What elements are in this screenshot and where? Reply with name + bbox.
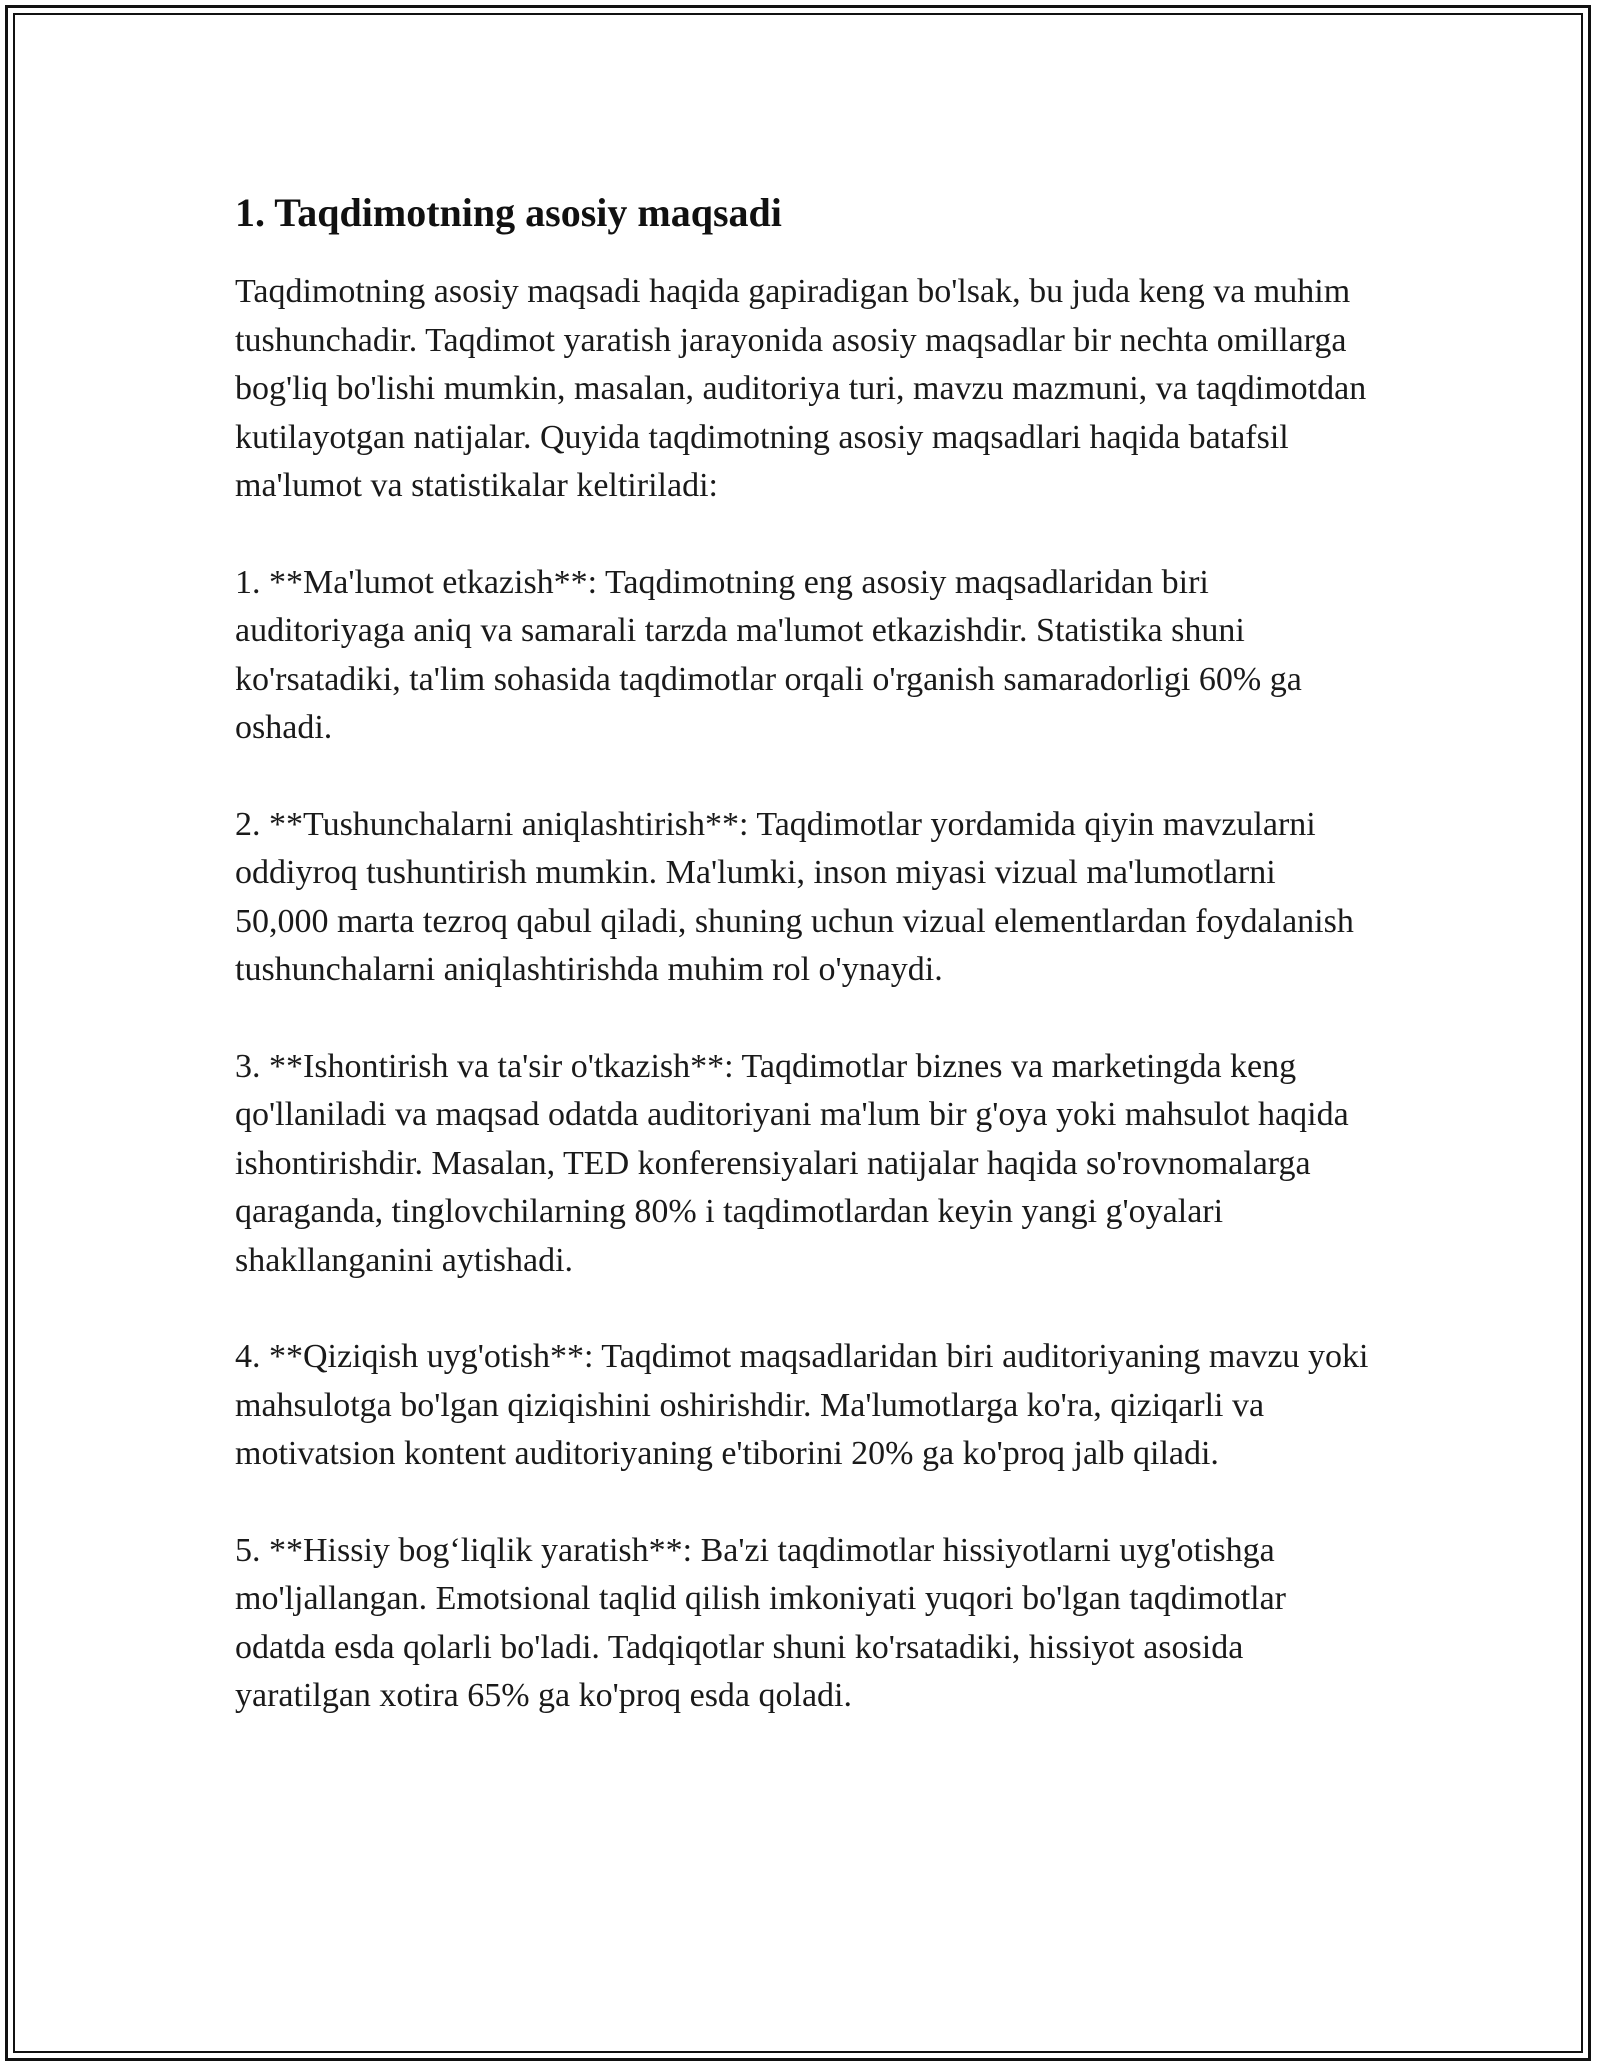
paragraph-malumot-etkazish: 1. **Ma'lumot etkazish**: Taqdimotning eng asosiy maqsadlaridan biri auditoriyaga aniq va samarali tarzda ma'lumot etkazishdir. Statistika shuni ko'rsatadiki, ta'lim sohasida taqdimotlar orqali o'rganish samaradorligi 60% ga oshadi.: [235, 563, 1302, 746]
intro-paragraph: Taqdimotning asosiy maqsadi haqida gapiradigan bo'lsak, bu juda keng va muhim tushunchadir. Taqdimot yaratish jarayonida asosiy maqsadlar bir nechta omillarga bog'liq bo'lishi mumkin, masalan, auditoriya turi, mavzu mazmuni, va taqdimotdan kutilayotgan natijalar. Quyida taqdimotning asosiy maqsadlari haqida batafsil ma'lumot va statistikalar keltiriladi:: [235, 273, 1367, 504]
paragraph-hissiy-bogliqlik: 5. **Hissiy bog‘liqlik yaratish**: Ba'zi taqdimotlar hissiyotlarni uyg'otishga mo'ljallangan. Emotsional taqlid qilish imkoniyati yuqori bo'lgan taqdimotlar odatda esda qolarli bo'ladi. Tadqiqotlar shuni ko'rsatadiki, hissiyot asosida yaratilgan xotira 65% ga ko'proq esda qoladi.: [235, 1531, 1286, 1714]
paragraph-tushunchalarni-aniqlashtirish: 2. **Tushunchalarni aniqlashtirish**: Taqdimotlar yordamida qiyin mavzularni oddiyroq tushuntirish mumkin. Ma'lumki, inson miyasi vizual ma'lumotlarni 50,000 marta tezroq qabul qiladi, shuning uchun vizual elementlardan foydalanish tushunchalarni aniqlashtirishda muhim rol o'ynaydi.: [235, 805, 1354, 988]
section-heading: 1. Taqdimotning asosiy maqsadi: [235, 190, 782, 235]
document-body: [235, 186, 1370, 1721]
paragraph-ishontirish: 3. **Ishontirish va ta'sir o'tkazish**: Taqdimotlar biznes va marketingda keng qo'llaniladi va maqsad odatda auditoriyani ma'lum bir g'oya yoki mahsulot haqida ishontirishdir. Masalan, TED konferensiyalari natijalar haqida so'rovnomalarga qaraganda, tinglovchilarning 80% i taqdimotlardan keyin yangi g'oyalari shakllanganini aytishadi.: [235, 1047, 1349, 1279]
paragraph-qiziqish-uygotish: 4. **Qiziqish uyg'otish**: Taqdimot maqsadlaridan biri auditoriyaning mavzu yoki mahsulotga bo'lgan qiziqishini oshirishdir. Ma'lumotlarga ko'ra, qiziqarli va motivatsion kontent auditoriyaning e'tiborini 20% ga ko'proq jalb qiladi.: [235, 1338, 1369, 1472]
